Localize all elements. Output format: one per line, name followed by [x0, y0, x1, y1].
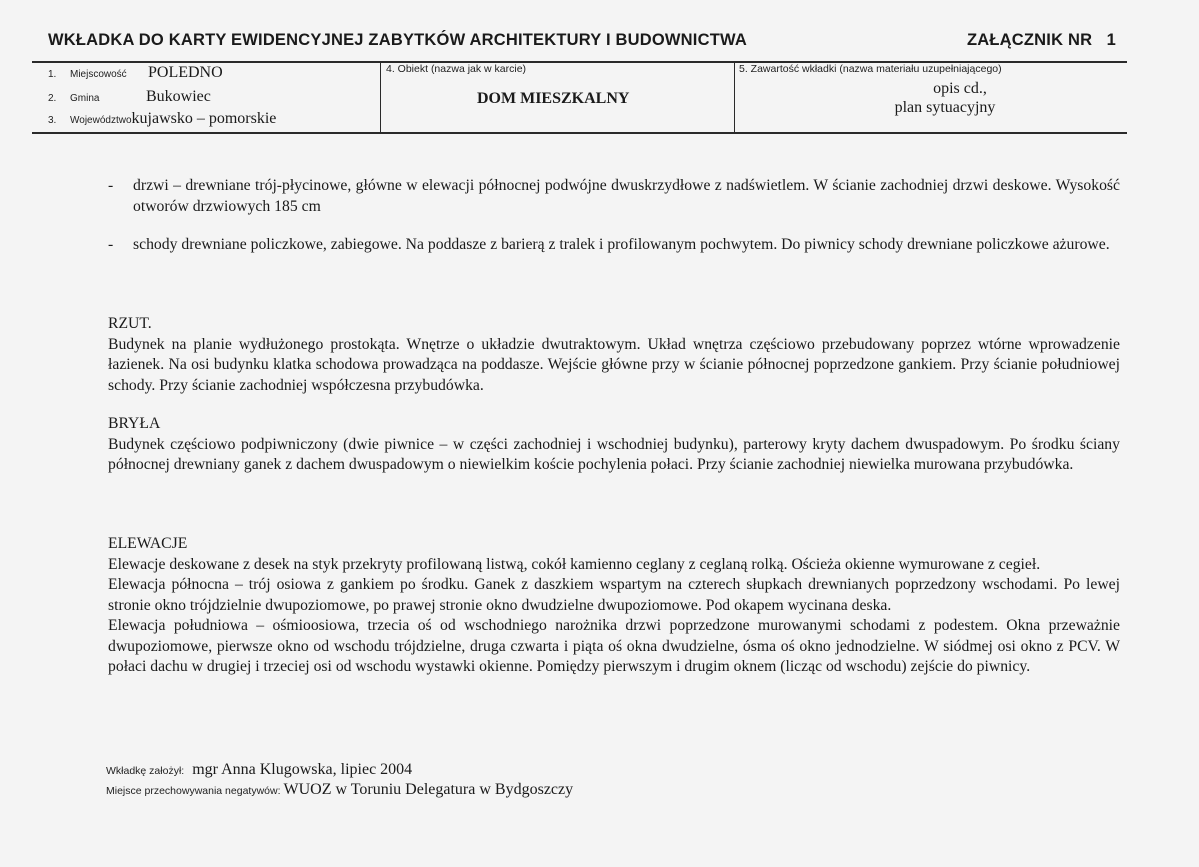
locality-value: POLEDNO: [148, 64, 223, 81]
elevation-general-text: Elewacje deskowane z desek na styk przekryty profilowaną listwą, cokół kamienno ceglany z ceglaną rolką. Ościeża okienne wymurowane z cegieł.: [108, 555, 1041, 573]
section-text: Budynek częściowo podpiwniczony (dwie piwnice – w części zachodniej i wschodniej budynku), parterowy kryty dachem dwuspadowym. Po środku ściany północnej drewniany ganek z dachem dwuspadowym o niewielkim koście pochylenia połaci. Przy ścianie zachodniej niewielka murowana przybudówka.: [108, 435, 1120, 473]
contents-value-line-2: plan sytuacyjny: [894, 99, 996, 116]
field-number: 1.: [48, 69, 57, 80]
document-title: WKŁADKA DO KARTY EWIDENCYJNEJ ZABYTKÓW ARCHITEKTURY I BUDOWNICTWA: [48, 31, 747, 49]
author-label: Wkładkę założył:: [106, 765, 185, 777]
field-number: 2.: [48, 93, 57, 104]
voivodeship-value: kujawsko – pomorskie: [131, 110, 277, 127]
author-value: mgr Anna Klugowska, lipiec 2004: [192, 761, 413, 778]
bullet-doors: [108, 176, 1120, 217]
field-number: 3.: [48, 115, 57, 126]
section-heading: ELEWACJE: [108, 535, 188, 552]
contents-value-line-1: opis cd.,: [933, 80, 987, 97]
bullet-dash: -: [108, 177, 114, 194]
section-heading: RZUT.: [108, 315, 152, 332]
object-label: 4. Obiekt (nazwa jak w karcie): [386, 63, 527, 75]
field-commune: [48, 88, 211, 106]
column-divider-2: [734, 62, 735, 133]
commune-value: Bukowiec: [146, 88, 211, 105]
column-divider-1: [380, 62, 381, 133]
elevation-north-text: Elewacja północna – trój osiowa z gankiem po środku. Ganek z daszkiem wspartym na czterech słupkach drewnianych poprzedzony wschodami. Po lewej stronie okno trójdzielnie dwupoziomowe, po prawej stronie okno dwudzielne dwupoziomowe. Pod okapem wycinana deska.: [108, 576, 1120, 614]
section-elevations: [108, 534, 1120, 678]
section-heading: BRYŁA: [108, 415, 161, 432]
bullet-stairs: [108, 235, 1120, 256]
field-label: Województwo: [70, 115, 132, 126]
storage-label: Miejsce przechowywania negatywów:: [106, 785, 281, 797]
field-locality: [48, 64, 223, 82]
field-voivodeship: [48, 110, 276, 128]
section-form: [108, 414, 1120, 476]
annex-number: ZAŁĄCZNIK NR 1: [967, 31, 1116, 49]
bullet-dash: -: [108, 236, 114, 253]
elevation-south-text: Elewacja południowa – ośmioosiowa, trzecia oś od wschodniego narożnika drzwi poprzedzone murowanymi schodami z podestem. Okna przeważnie dwupoziomowe, pierwsze okno od wschodu trójdzielne, druga czwarta i piąta oś okna dwudzielne, ósma oś okno jednodzielne. W siódmej osi okno z PCV. W połaci dachu w drugiej i trzeciej osi od wschodu wystawki okienne. Pomiędzy pierwszym i drugim oknem (licząc od wschodu) zejście do piwnicy.: [108, 617, 1120, 675]
header-bottom-rule: [32, 132, 1127, 134]
footer-author: [106, 761, 412, 779]
bullet-text: schody drewniane policzkowe, zabiegowe. Na poddasze z barierą z tralek i profilowanym pochwytem. Do piwnicy schody drewniane policzkowe ażurowe.: [133, 236, 1110, 253]
bullet-text: drzwi – drewniane trój-płycinowe, główne w elewacji północnej podwójne dwuskrzydłowe z nadświetlem. W ścianie zachodniej drzwi deskowe. Wysokość otworów drzwiowych 185 cm: [133, 177, 1120, 215]
field-label: Miejscowość: [70, 69, 127, 80]
storage-value: WUOZ w Toruniu Delegatura w Bydgoszczy: [283, 781, 574, 798]
footer-storage: [106, 781, 573, 799]
section-plan: [108, 314, 1120, 396]
contents-label: 5. Zawartość wkładki (nazwa materiału uzupełniającego): [739, 63, 1002, 75]
object-value: DOM MIESZKALNY: [477, 90, 630, 107]
section-text: Budynek na planie wydłużonego prostokąta. Wnętrze o układzie dwutraktowym. Układ wnętrza częściowo przebudowany poprzez wtórne wprowadzenie łazienek. Na osi budynku klatka schodowa prowadząca na poddasze. Wejście główne przy w ścianie północnej poprzedzone gankiem. Przy ścianie południowej schody. Przy ścianie zachodniej współczesna przybudówka.: [108, 335, 1120, 394]
field-label: Gmina: [70, 93, 100, 104]
